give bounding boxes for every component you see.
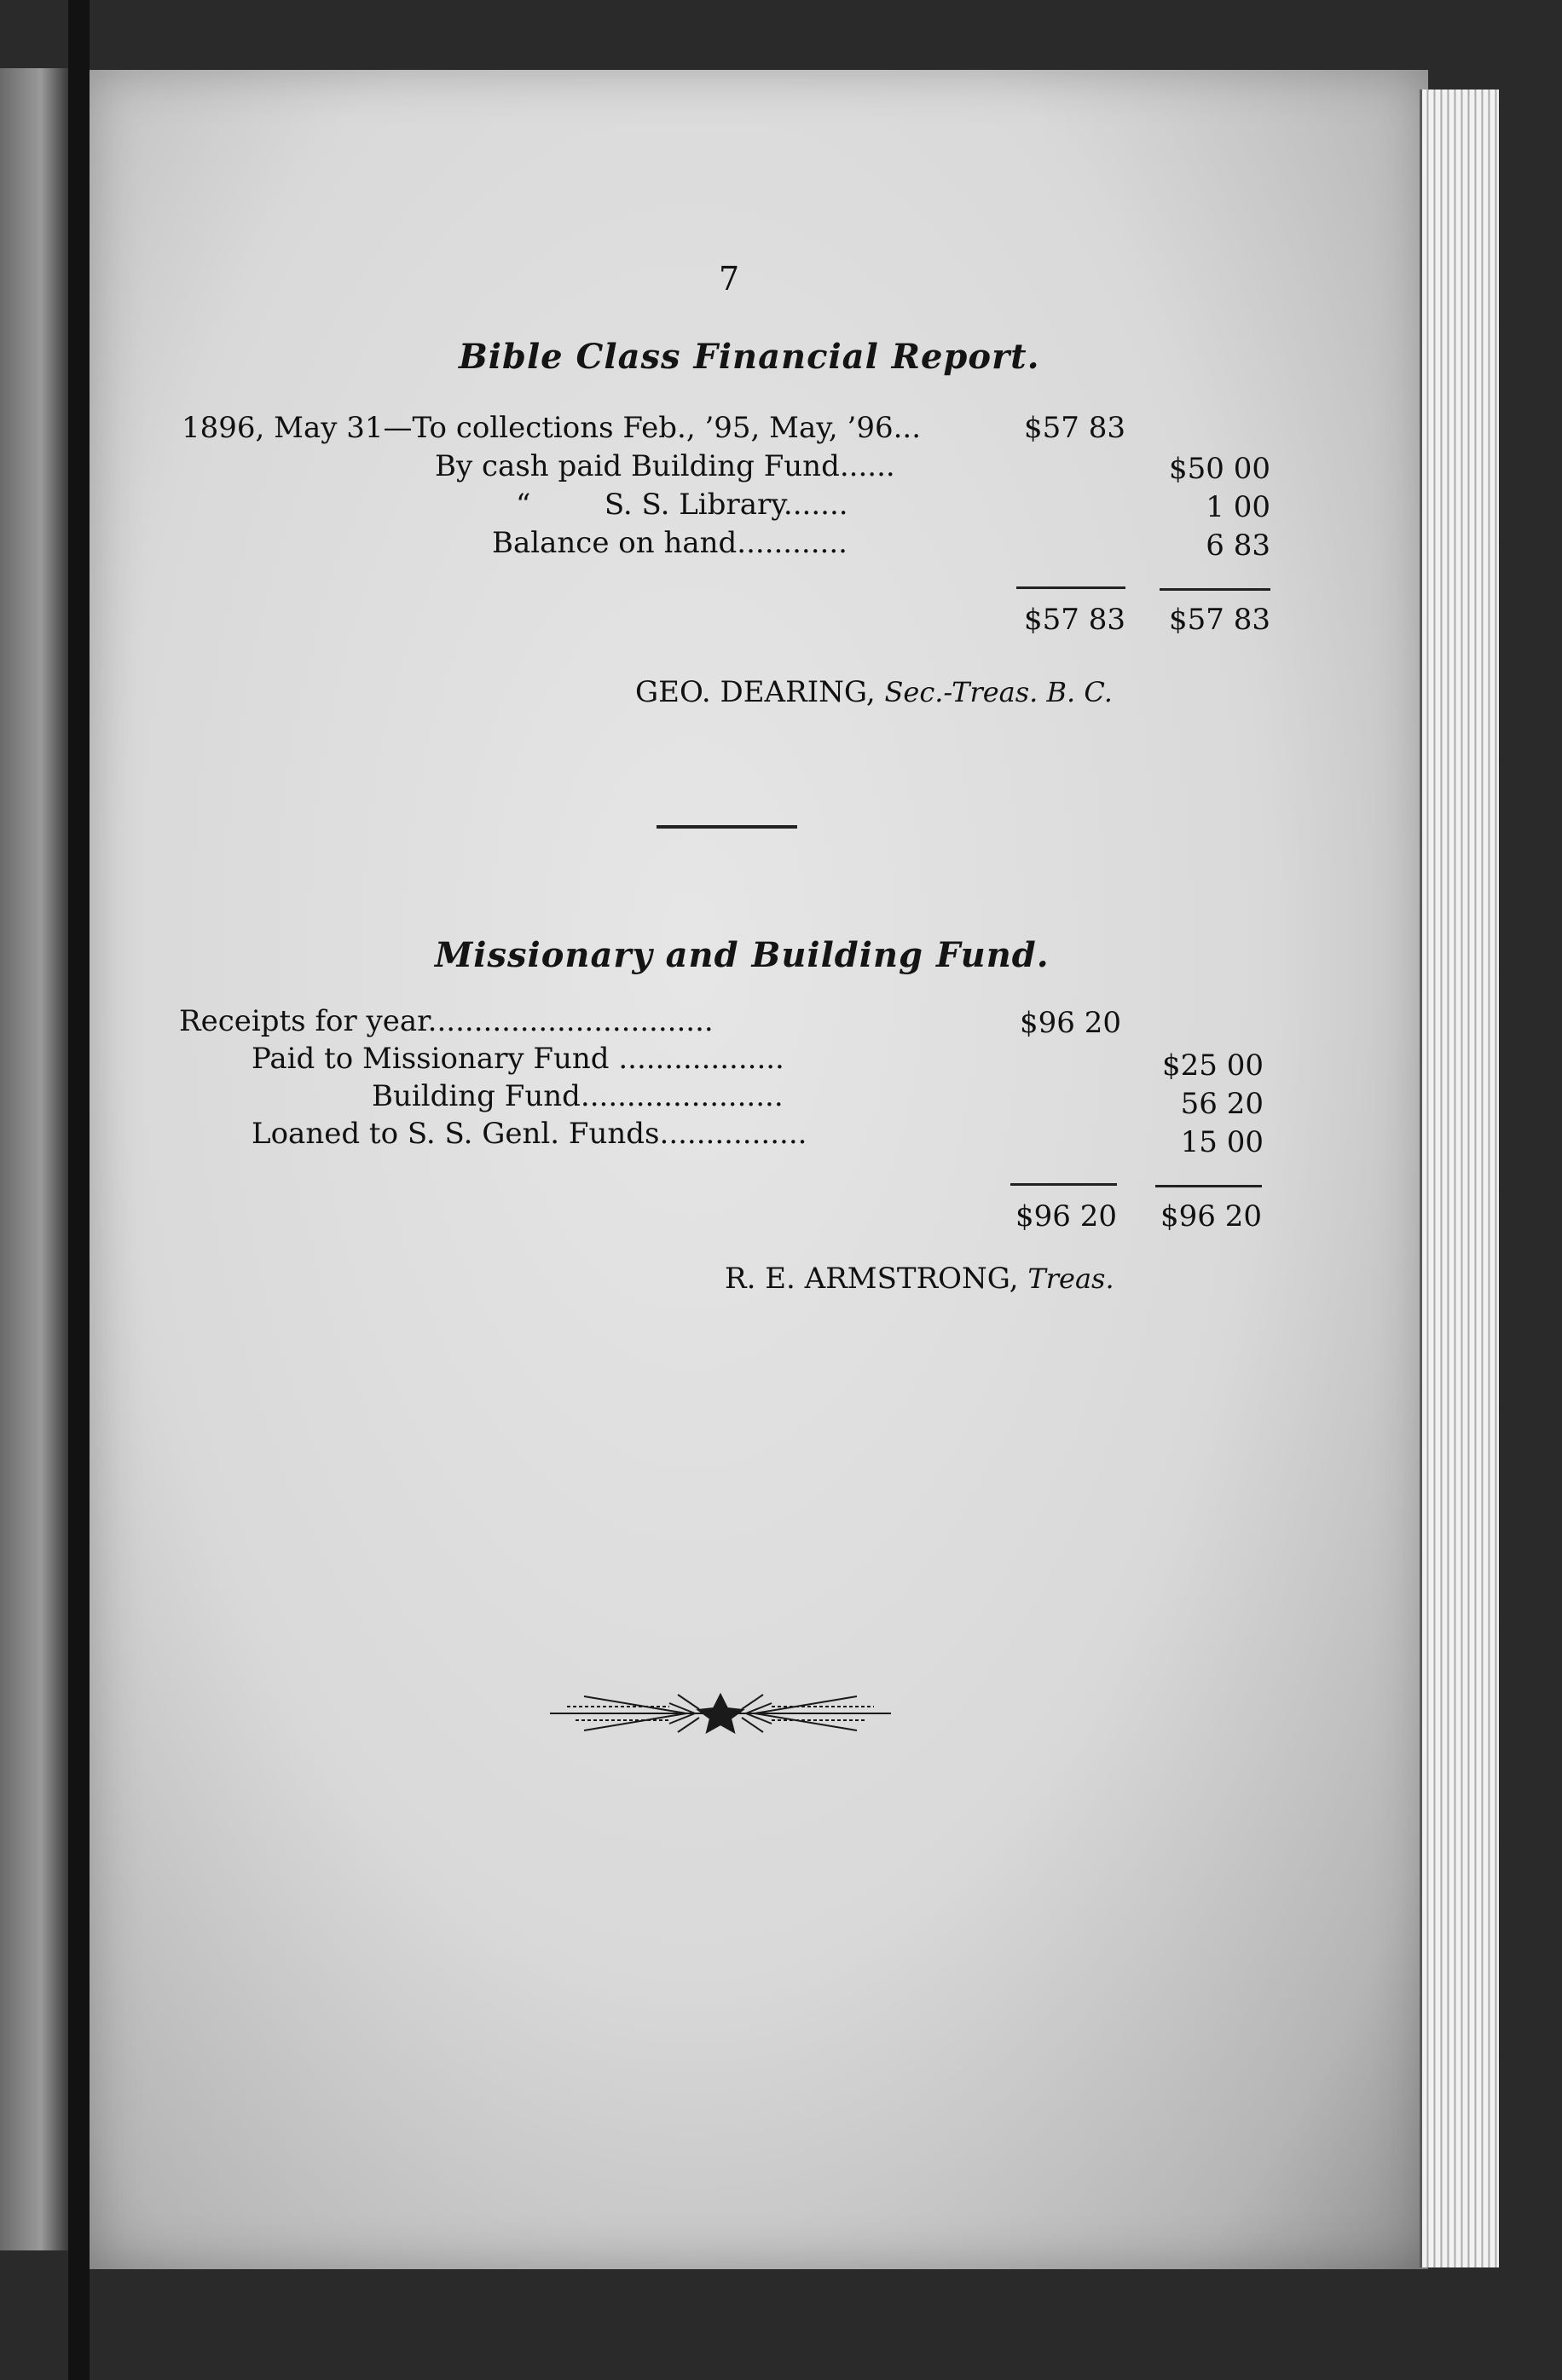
- missionary-row-4-label: Loaned to S. S. Genl. Funds................: [252, 1117, 807, 1151]
- missionary-debit-rule: [1010, 1183, 1117, 1186]
- bible-class-credit-rule: [1160, 588, 1270, 591]
- bible-class-row-1-debit: $57 83: [1024, 411, 1125, 445]
- bible-class-total-debit: $57 83: [1024, 603, 1125, 637]
- section-divider: [657, 825, 797, 829]
- page-stack-edges: [1420, 90, 1499, 2267]
- bible-class-debit-rule: [1016, 586, 1125, 589]
- signature-name: GEO. DEARING,: [635, 675, 876, 709]
- signature-name: R. E. ARMSTRONG,: [725, 1262, 1019, 1296]
- bible-class-row-3-credit: 1 00: [1206, 490, 1270, 524]
- page-number: 7: [719, 260, 740, 298]
- missionary-row-2-label: Paid to Missionary Fund ..................: [252, 1042, 784, 1076]
- bible-class-signature: [635, 675, 1113, 709]
- book-page: [90, 70, 1428, 2269]
- missionary-row-4-credit: 15 00: [1180, 1125, 1264, 1159]
- bible-class-total-credit: $57 83: [1169, 603, 1270, 637]
- missionary-row-3-credit: 56 20: [1180, 1087, 1264, 1121]
- missionary-heading: Missionary and Building Fund.: [435, 935, 1050, 975]
- decorative-ornament-icon: [541, 1688, 900, 1739]
- bible-class-row-2-credit: $50 00: [1169, 452, 1270, 486]
- missionary-row-3-label: Building Fund......................: [372, 1079, 784, 1113]
- missionary-row-1-label: Receipts for year...............................: [179, 1004, 714, 1038]
- missionary-credit-rule: [1155, 1185, 1262, 1187]
- adjacent-page-edge: [0, 68, 68, 2250]
- signature-title: Treas.: [1027, 1262, 1114, 1295]
- signature-title: Sec.-Treas. B. C.: [884, 676, 1113, 708]
- bible-class-heading: Bible Class Financial Report.: [459, 337, 1040, 377]
- bible-class-row-4-credit: 6 83: [1206, 529, 1270, 563]
- missionary-row-2-credit: $25 00: [1162, 1048, 1264, 1083]
- missionary-signature: [725, 1262, 1114, 1296]
- missionary-total-debit: $96 20: [1015, 1199, 1117, 1233]
- missionary-total-credit: $96 20: [1160, 1199, 1262, 1233]
- bible-class-row-4-label: Balance on hand............: [492, 526, 848, 560]
- bible-class-row-2-label: By cash paid Building Fund......: [435, 449, 895, 483]
- missionary-row-1-debit: $96 20: [1020, 1006, 1121, 1040]
- bible-class-row-1-label: 1896, May 31—To collections Feb., ’95, May, ’96...: [182, 411, 922, 445]
- book-gutter: [68, 0, 90, 2380]
- bible-class-row-3-label: “ S. S. Library.......: [516, 488, 848, 522]
